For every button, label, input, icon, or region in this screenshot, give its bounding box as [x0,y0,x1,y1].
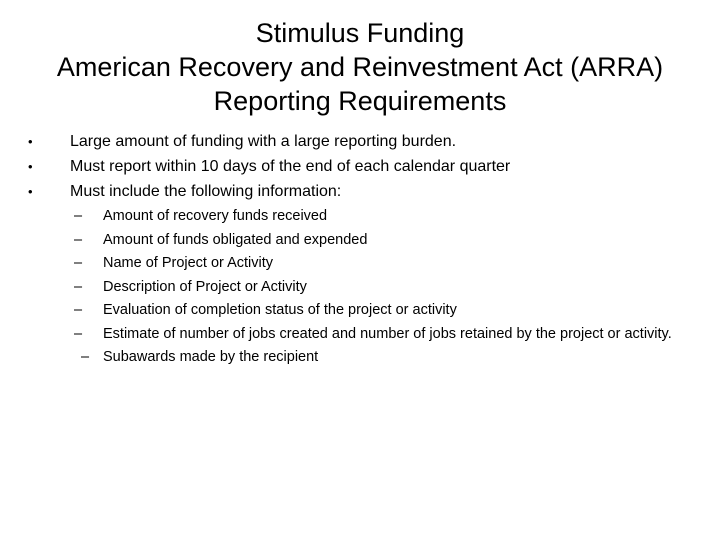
bullet-marker: • [28,134,33,149]
sub-bullet-text: Amount of recovery funds received [103,208,328,224]
sub-bullet-item [0,229,720,253]
bullet-text: Must report within 10 days of the end of each calendar quarter [70,158,511,175]
dash-marker: – [74,255,83,271]
sub-bullet-text: Amount of funds obligated and expended [103,231,368,248]
dash-marker: – [74,325,83,342]
sub-bullet-item [0,205,720,229]
sub-bullet-text: Name of Project or Activity [103,255,274,271]
sub-bullet-text: Subawards made by the recipient [103,349,319,365]
title-line-3: Reporting Requirements [213,86,507,116]
bullet-text: Must include the following information: [70,183,342,200]
slide-title [20,16,700,118]
sub-bullet-text: Estimate of number of jobs created and number of jobs retained by the project or activity. [103,325,672,342]
bullet-marker: • [28,159,33,174]
title-line-1: Stimulus Funding [255,18,465,48]
sub-bullet-list [0,205,720,370]
bullet-marker: • [28,184,33,199]
dash-marker: – [74,302,83,318]
sub-bullet-item [0,276,720,300]
dash-marker: – [74,231,83,248]
dash-marker: – [81,349,90,365]
bullet-item [0,154,720,179]
bullet-text: Large amount of funding with a large reporting burden. [70,133,457,150]
sub-bullet-item [0,252,720,276]
bullet-list [0,129,720,204]
dash-marker: – [74,278,83,295]
sub-bullet-text: Description of Project or Activity [103,278,307,295]
sub-bullet-text: Evaluation of completion status of the project or activity [103,302,457,318]
bullet-item [0,179,720,204]
sub-bullet-item [0,323,720,347]
sub-bullet-item [0,346,720,370]
bullet-item [0,129,720,154]
dash-marker: – [74,208,83,224]
title-line-2: American Recovery and Reinvestment Act (ARRA) [56,52,664,82]
sub-bullet-item [0,299,720,323]
